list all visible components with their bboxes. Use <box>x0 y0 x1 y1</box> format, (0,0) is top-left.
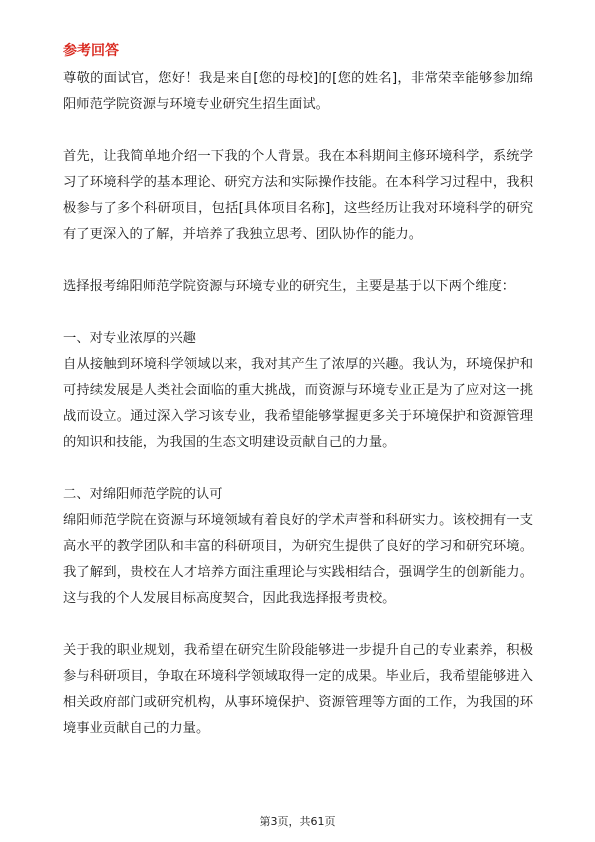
reason-intro-paragraph: 选择报考绵阳师范学院资源与环境专业的研究生，主要是基于以下两个维度： <box>63 279 516 294</box>
page-number-footer: 第3页，共61页 <box>259 815 336 828</box>
section-one-title: 一、对专业浓厚的兴趣 <box>63 331 196 346</box>
section-two-body: 绵阳师范学院在资源与环境领域有着良好的学术声誉和科研实力。该校拥有一支高水平的教学团队和丰富的科研项目，为研究生提供了良好的学习和研究环境。我了解到，贵校在人才培养方面注重理论与实践相结合，强调学生的创新能力。这与我的个人发展目标高度契合，因此我选择报考贵校。 <box>63 513 533 606</box>
paragraph-gap <box>63 300 533 326</box>
paragraph-gap <box>63 248 533 274</box>
career-plan-paragraph: 关于我的职业规划，我希望在研究生阶段能够进一步提升自己的专业素养，积极参与科研项目，争取在环境科学领域取得一定的成果。毕业后，我希望能够进入相关政府部门或研究机构，从事环境保护、资源管理等方面的工作，为我国的环境事业贡献自己的力量。 <box>63 643 533 736</box>
paragraph-gap <box>63 118 533 144</box>
greeting-paragraph: 尊敬的面试官，您好！我是来自[您的母校]的[您的姓名]，非常荣幸能够参加绵阳师范学院资源与环境专业研究生招生面试。 <box>63 71 533 112</box>
document-body <box>63 42 533 742</box>
answer-heading: 参考回答 <box>63 43 119 59</box>
background-paragraph: 首先，让我简单地介绍一下我的个人背景。我在本科期间主修环境科学，系统学习了环境科学的基本理论、研究方法和实际操作技能。在本科学习过程中，我积极参与了多个科研项目，包括[具体项目名称]，这些经历让我对环境科学的研究有了更深入的了解，并培养了我独立思考、团队协作的能力。 <box>63 149 533 242</box>
paragraph-gap <box>63 612 533 638</box>
section-two-title: 二、对绵阳师范学院的认可 <box>63 487 223 502</box>
section-one-body: 自从接触到环境科学领域以来，我对其产生了浓厚的兴趣。我认为，环境保护和可持续发展是人类社会面临的重大挑战，而资源与环境专业正是为了应对这一挑战而设立。通过深入学习该专业，我希望能够掌握更多关于环境保护和资源管理的知识和技能，为我国的生态文明建设贡献自己的力量。 <box>63 357 533 450</box>
paragraph-gap <box>63 456 533 482</box>
